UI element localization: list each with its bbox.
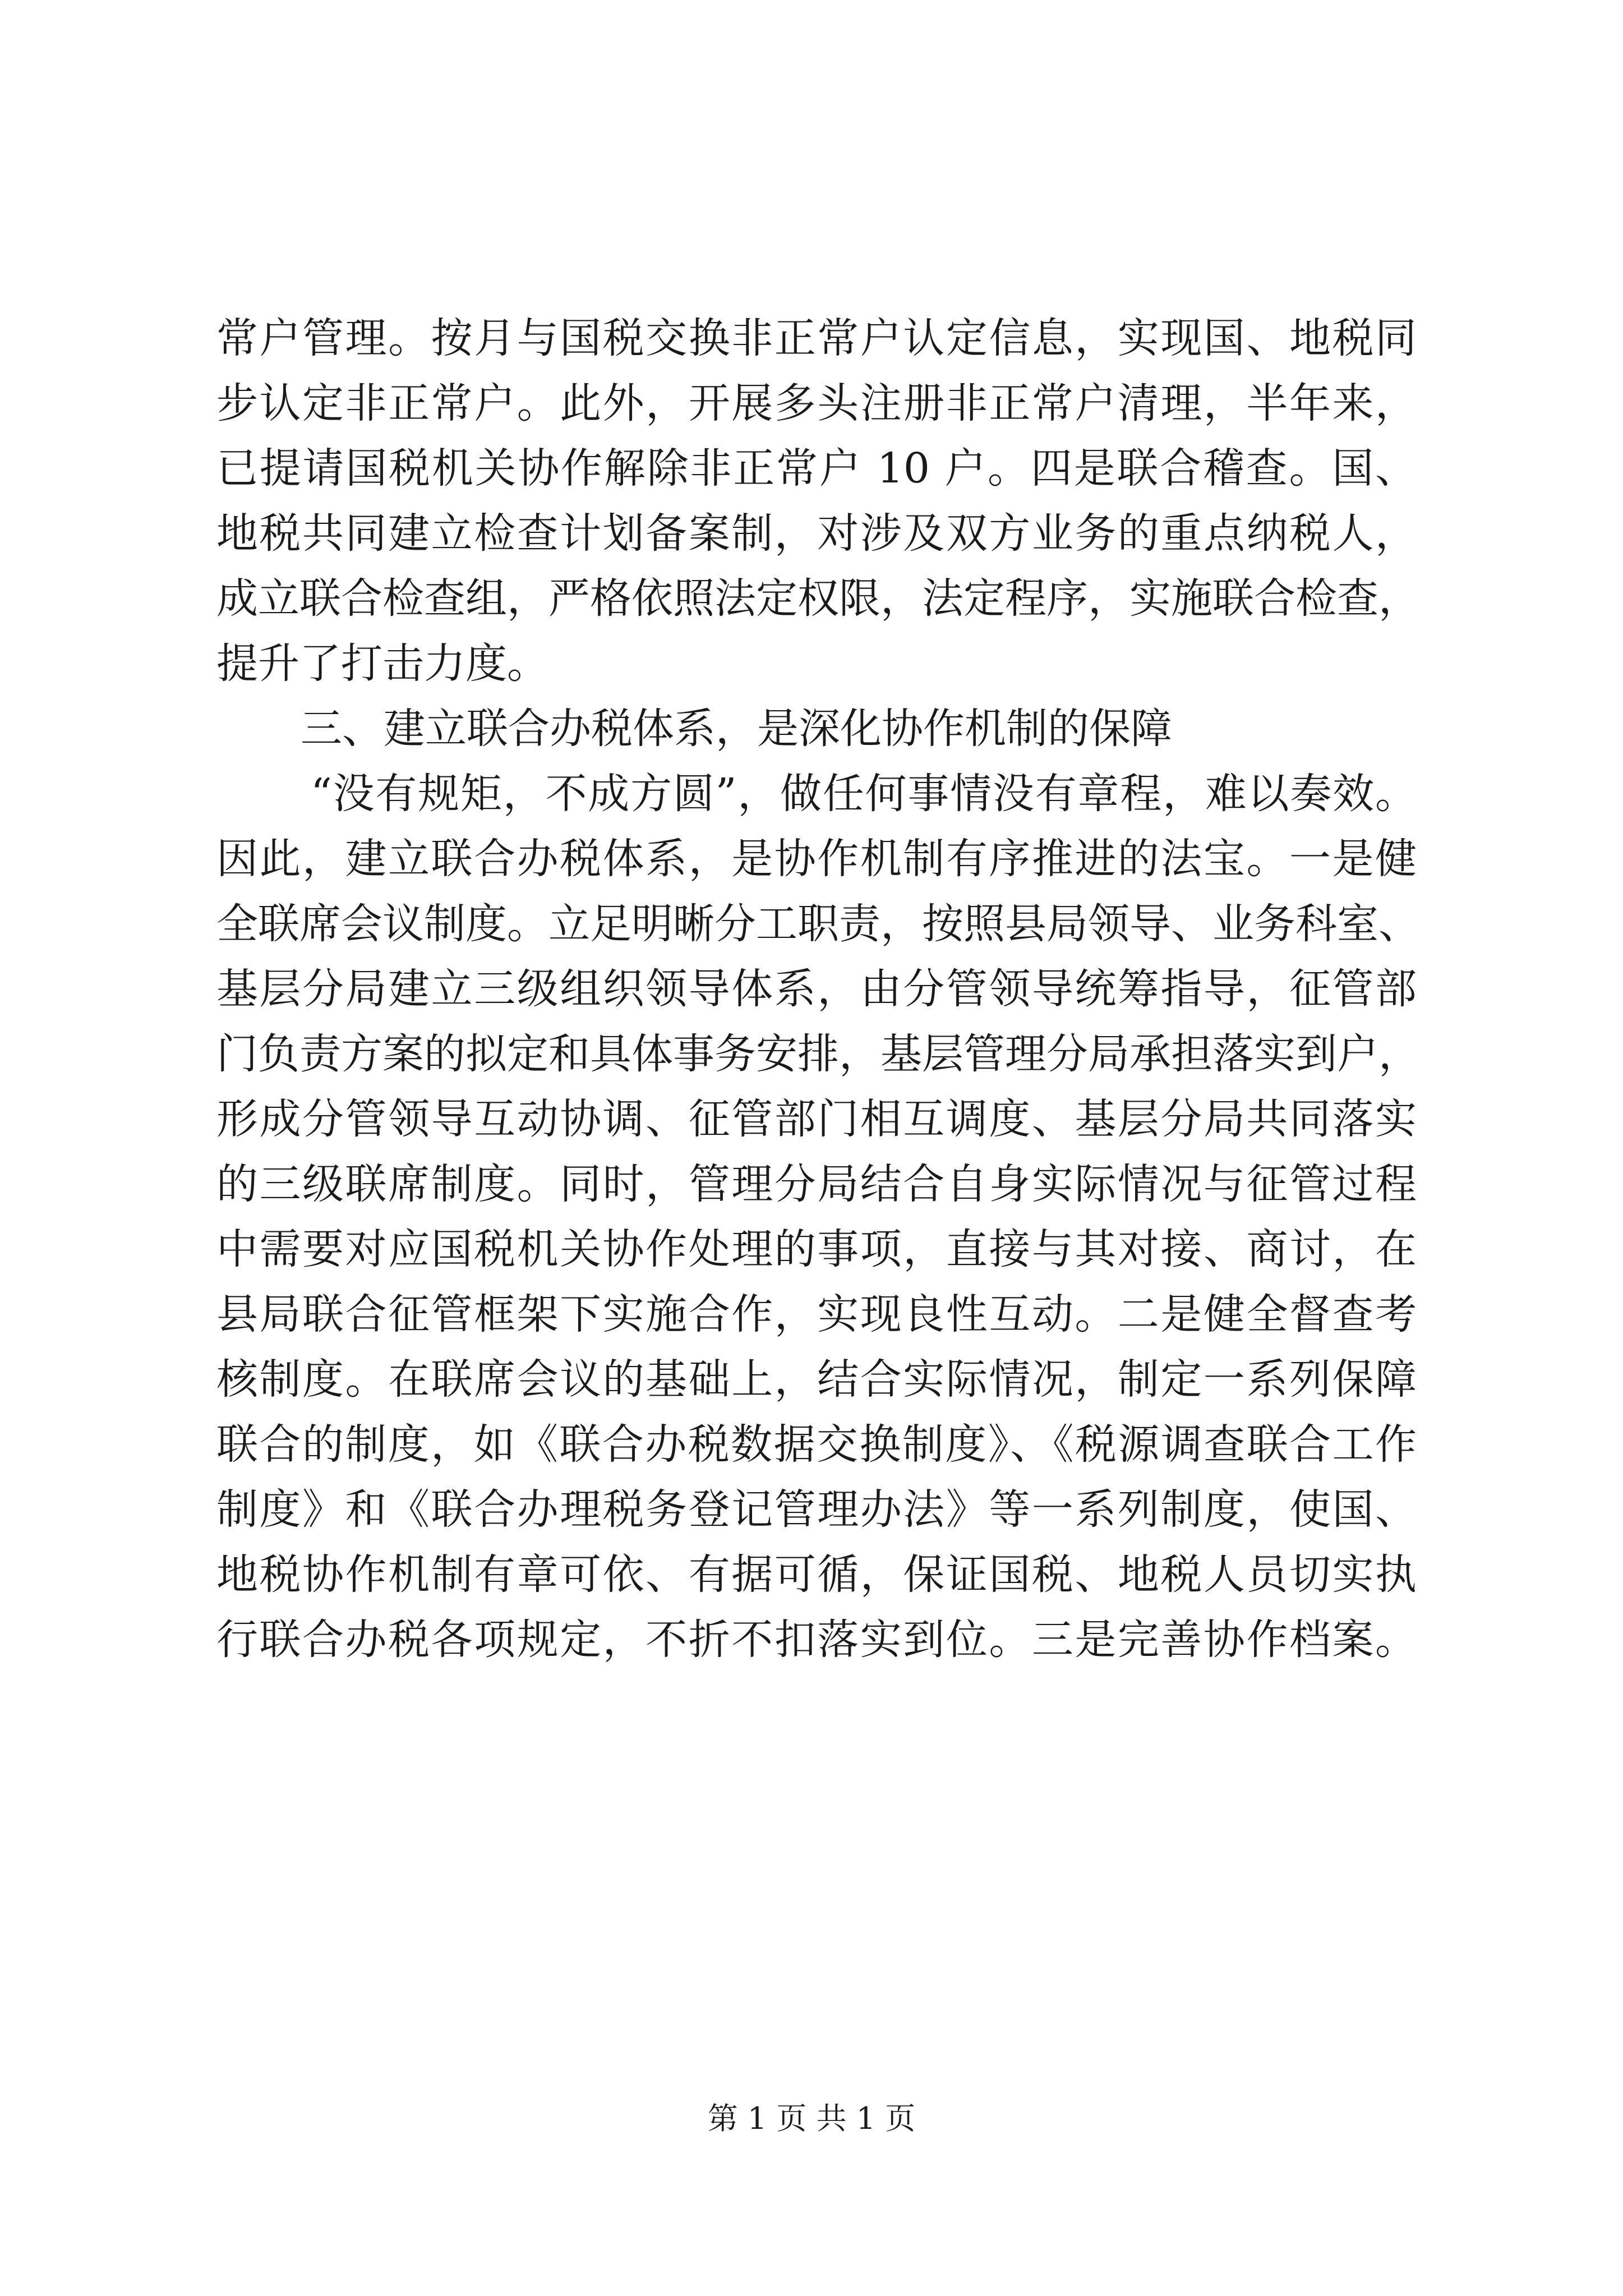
text-line: 步认定非正常户。此外，开展多头注册非正常户清理，半年来， [216, 379, 1417, 427]
page-footer [0, 2099, 1623, 2138]
text-line: 因此，建立联合办税体系，是协作机制有序推进的法宝。一是健 [216, 835, 1417, 883]
text-line: 成立联合检查组，严格依照法定权限，法定程序，实施联合检查， [216, 574, 1420, 623]
text-line: 地税协作机制有章可依、有据可循，保证国税、地税人员切实执 [216, 1550, 1417, 1599]
text-line: 全联席会议制度。立足明晰分工职责，按照县局领导、业务科室、 [216, 900, 1420, 948]
text-line: 行联合办税各项规定，不折不扣落实到位。三是完善协作档案。 [216, 1616, 1417, 1664]
text-line: 的三级联席制度。同时，管理分局结合自身实际情况与征管过程 [216, 1160, 1417, 1208]
text-line: 基层分局建立三级组织领导体系，由分管领导统筹指导，征管部 [216, 965, 1417, 1013]
text-line: 门负责方案的拟定和具体事务安排，基层管理分局承担落实到户， [216, 1030, 1420, 1078]
text-line: 联合的制度，如《联合办税数据交换制度》、《税源调查联合工作 [216, 1420, 1417, 1469]
text-line: 制度》和《联合办理税务登记管理办法》等一系列制度，使国、 [216, 1485, 1417, 1534]
text-line: 核制度。在联席会议的基础上，结合实际情况，制定一系列保障 [216, 1355, 1417, 1404]
body-text [216, 306, 1420, 1672]
text-line: 形成分管领导互动协调、征管部门相互调度、基层分局共同落实 [216, 1095, 1417, 1143]
text-line: “没有规矩，不成方圆”，做任何事情没有章程，难以奏效。 [311, 770, 1417, 818]
text-line: 地税共同建立检查计划备案制，对涉及双方业务的重点纳税人， [216, 509, 1417, 558]
text-line: 中需要对应国税机关协作处理的事项，直接与其对接、商讨，在 [216, 1225, 1417, 1273]
text-line: 已提请国税机关协作解除非正常户 10 户。四是联合稽查。国、 [216, 444, 1417, 493]
text-line: 常户管理。按月与国税交换非正常户认定信息，实现国、地税同 [216, 314, 1417, 362]
text-line: 县局联合征管框架下实施合作，实现良性互动。二是健全督查考 [216, 1290, 1417, 1338]
section-heading: 三、建立联合办税体系，是深化协作机制的保障 [301, 705, 1172, 753]
page-number: 第 1 页 共 1 页 [707, 2101, 916, 2136]
text-line: 提升了打击力度。 [216, 639, 548, 688]
